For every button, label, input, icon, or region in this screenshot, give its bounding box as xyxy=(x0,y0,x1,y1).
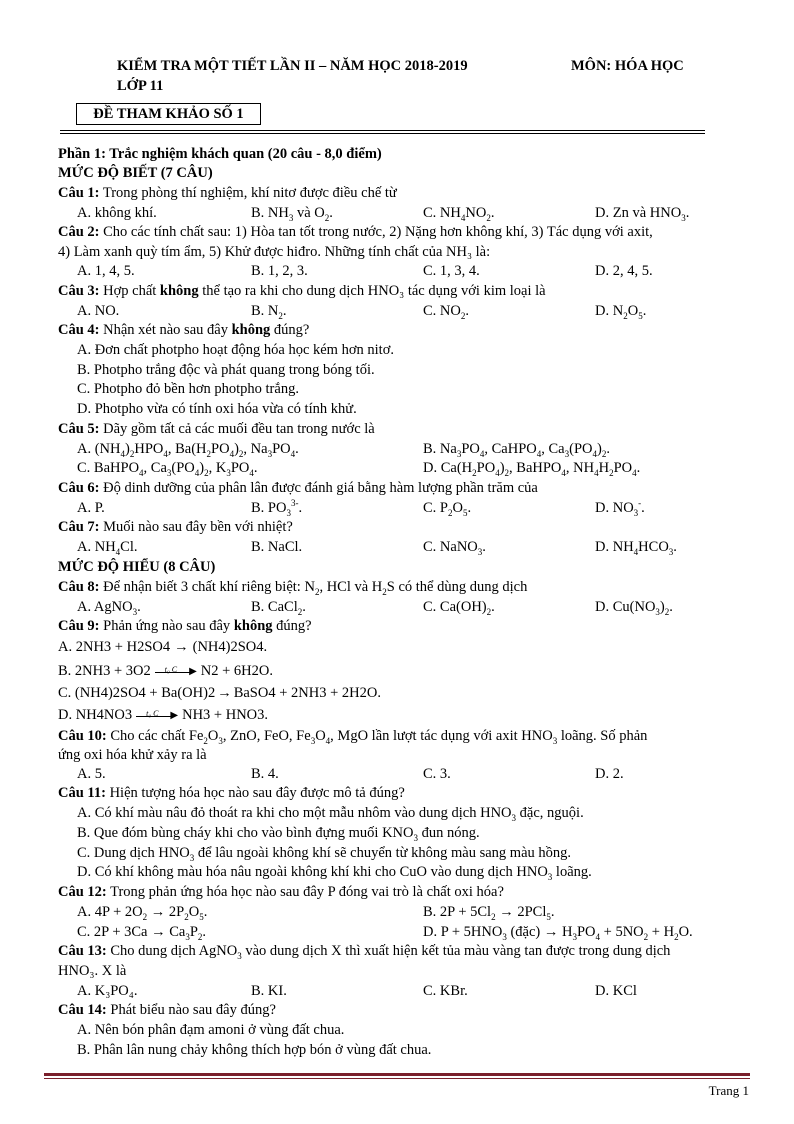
part-heading: Phần 1: Trắc nghiệm khách quan (20 câu - 8,0 điểm) xyxy=(58,146,382,162)
question-10: Câu 10: Cho các chất $Fe_2O_3$, ZnO, FeO, $Fe_3O_4$, MgO lần lượt tác dụng với axit $HNO_3$ loãng. Số phản xyxy=(58,728,648,746)
question-8: Câu 8: Để nhận biết 3 chất khí riêng biệt: $N_2$, HCl và $H_2S$ có thể dùng dung dịch xyxy=(58,579,528,597)
question-label: Câu 9: xyxy=(58,618,100,634)
q13-option-c: C. KBr. xyxy=(423,983,468,999)
question-text: Hợp chất xyxy=(99,283,160,299)
question-label: Câu 4: xyxy=(58,322,100,338)
q4-option-c: C. Photpho đỏ bền hơn photpho trắng. xyxy=(77,381,299,397)
q8-option-c: C. $Ca(OH)_2$. xyxy=(423,599,495,617)
q8-option-b: B. CaCl$_2$. xyxy=(251,599,306,617)
q5-option-a: A. $(NH_4)_2HPO_4$, $Ba(H_2PO_4)_2$, $Na_3PO_4$. xyxy=(77,441,299,459)
q10-option-d: D. 2. xyxy=(595,766,624,782)
question-9 xyxy=(58,617,312,636)
question-13: Câu 13: Cho dung dịch AgNO$_3$ vào dung dịch X thì xuất hiện kết tủa màu vàng tan được trong dung dịch xyxy=(58,943,671,961)
q10-option-c: C. 3. xyxy=(423,766,451,782)
heat-arrow-icon: t₀ C ▶ xyxy=(136,710,178,722)
q13-option-d: D. KCl xyxy=(595,983,637,999)
q7-option-c: C. NaNO$_3$. xyxy=(423,539,486,557)
question-11 xyxy=(58,784,405,803)
q13-option-b: B. KI. xyxy=(251,983,287,999)
q6-option-a: A. P. xyxy=(77,500,105,516)
question-text: Phát biểu nào sau đây đúng? xyxy=(106,1002,276,1018)
question-label: Câu 13: xyxy=(58,943,107,959)
q2-option-a: A. 1, 4, 5. xyxy=(77,263,135,279)
heat-arrow-icon: t₀ C ▶ xyxy=(155,666,197,678)
q14-option-a: A. Nên bón phân đạm amoni ở vùng đất chua. xyxy=(77,1022,345,1038)
q14-option-b: B. Phân lân nung chảy không thích hợp bón ở vùng đất chua. xyxy=(77,1042,432,1058)
question-text: đúng? xyxy=(270,322,310,338)
q4-option-b: B. Photpho trắng độc và phát quang trong bóng tối. xyxy=(77,362,375,378)
q3-option-a: A. NO. xyxy=(77,303,120,319)
q5-option-b: B. $Na_3PO_4$, CaHPO$_4$, $Ca_3(PO_4)_2$. xyxy=(423,441,610,459)
question-label: Câu 7: xyxy=(58,519,100,535)
question-text: đúng? xyxy=(272,618,312,634)
question-2-cont: 4) Làm xanh quỳ tím ẩm, 5) Khử được hiđro. Những tính chất của NH₃ là: xyxy=(58,244,491,260)
q1-option-a: A. không khí. xyxy=(77,205,157,221)
question-label: Câu 1: xyxy=(58,185,100,201)
q7-option-b: B. NaCl. xyxy=(251,539,303,555)
question-6 xyxy=(58,479,538,498)
q9-option-a xyxy=(58,638,267,657)
question-label: Câu 14: xyxy=(58,1002,107,1018)
question-14 xyxy=(58,1001,276,1020)
q6-option-b: B. $PO_3^{3-}$. xyxy=(251,498,303,518)
question-5 xyxy=(58,420,375,439)
equation-right: NH3 + HNO3. xyxy=(182,707,269,723)
question-text: Dãy gồm tất cả các muối đều tan trong nước là xyxy=(99,421,375,437)
arrow-icon: → xyxy=(217,685,232,701)
question-text: Cho các tính chất sau: 1) Hòa tan tốt trong nước, 2) Nặng hơn không khí, 3) Tác dụng với axit, xyxy=(99,224,653,240)
arrow-icon: → xyxy=(174,639,189,655)
exam-code-box: ĐỀ THAM KHẢO SỐ 1 xyxy=(76,103,261,125)
heat-label: t₀ C xyxy=(164,664,178,674)
equation-left: C. (NH4)2SO4 + Ba(OH)2 xyxy=(58,685,216,701)
question-label: Câu 10: xyxy=(58,728,107,744)
q1-option-b: B. $NH_3$ và $O_2$. xyxy=(251,205,333,223)
question-4 xyxy=(58,321,309,340)
q5-option-c: C. BaHPO$_4$, $Ca_3(PO_4)_2$, $K_3PO_4$. xyxy=(77,460,258,478)
q8-option-a: A. AgNO$_3$. xyxy=(77,599,141,617)
page-number: Trang 1 xyxy=(708,1083,749,1098)
exam-subject: MÔN: HÓA HỌC xyxy=(571,58,684,74)
equation-right: BaSO4 + 2NH3 + 2H2O. xyxy=(233,685,381,701)
question-label: Câu 6: xyxy=(58,480,100,496)
q1-option-c: C. $NH_4NO_2$. xyxy=(423,205,495,223)
question-1 xyxy=(58,184,397,203)
question-label: Câu 5: xyxy=(58,421,100,437)
q1-option-d: D. Zn và $HNO_3$. xyxy=(595,205,690,223)
question-text: Trong phòng thí nghiệm, khí nitơ được điều chế từ xyxy=(99,185,397,201)
question-emphasis: không xyxy=(231,322,271,338)
question-2 xyxy=(58,223,653,242)
q12-option-a: A. $4P + 2O_2 \to 2P_2O_5$. xyxy=(77,904,208,922)
equation-left: A. 2NH3 + H2SO4 xyxy=(58,639,171,655)
q13-option-a: A. K₃PO₄. xyxy=(77,983,138,999)
q2-option-c: C. 1, 3, 4. xyxy=(423,263,480,279)
q11-option-a: A. Có khí màu nâu đỏ thoát ra khi cho một mẫu nhôm vào dung dịch $HNO_3$ đặc, nguội. xyxy=(77,805,584,823)
question-label: Câu 12: xyxy=(58,884,107,900)
q9-option-b xyxy=(58,662,273,681)
question-label: Câu 8: xyxy=(58,579,100,595)
question-text: Nhận xét nào sau đây xyxy=(99,322,232,338)
q3-option-c: C. $NO_2$. xyxy=(423,303,469,321)
question-text: thể tạo ra khi cho dung dịch HNO₃ tác dụng với kim loại là xyxy=(198,283,546,299)
q4-option-d: D. Photpho vừa có tính oxi hóa vừa có tính khử. xyxy=(77,401,357,417)
question-13-cont: HNO₃. X là xyxy=(58,963,127,979)
question-7 xyxy=(58,518,293,537)
question-12 xyxy=(58,883,504,902)
equation-left: D. NH4NO3 xyxy=(58,707,133,723)
q10-option-b: B. 4. xyxy=(251,766,279,782)
level-heading-understand: MỨC ĐỘ HIỂU (8 CÂU) xyxy=(58,559,216,575)
q3-option-d: D. $N_2O_5$. xyxy=(595,303,647,321)
q2-option-b: B. 1, 2, 3. xyxy=(251,263,308,279)
q5-option-d: D. $Ca(H_2PO_4)_2$, BaHPO$_4$, $NH_4H_2PO_4$. xyxy=(423,460,641,478)
q7-option-a: A. $NH_4Cl$. xyxy=(77,539,138,557)
q12-option-c: C. $2P + 3Ca \to Ca_3P_2$. xyxy=(77,924,207,942)
question-text: Phản ứng nào sau đây xyxy=(99,618,234,634)
q6-option-d: D. $NO_3^-$. xyxy=(595,498,645,518)
footer-rule xyxy=(44,1073,750,1076)
question-emphasis: không xyxy=(159,283,199,299)
level-heading-know: MỨC ĐỘ BIẾT (7 CÂU) xyxy=(58,165,213,181)
equation-left: B. 2NH3 + 3O2 xyxy=(58,663,151,679)
question-emphasis: không xyxy=(233,618,273,634)
question-text: Độ dinh dưỡng của phân lân được đánh giá bằng hàm lượng phần trăm của xyxy=(99,480,538,496)
q11-option-d: D. Có khí không màu hóa nâu ngoài không khí khi cho CuO vào dung dịch $HNO_3$ loãng. xyxy=(77,864,592,882)
q6-option-c: C. $P_2O_5$. xyxy=(423,500,472,518)
footer-rule-thin xyxy=(44,1078,750,1079)
q12-option-d: D. $P + 5HNO_3$ (đặc) → $H_3PO_4 + 5NO_2 + H_2O$. xyxy=(423,924,693,942)
q9-option-d xyxy=(58,706,268,725)
q7-option-d: D. $NH_4HCO_3$. xyxy=(595,539,677,557)
q10-option-a: A. 5. xyxy=(77,766,106,782)
question-3 xyxy=(58,282,546,301)
q9-option-c xyxy=(58,684,381,703)
q3-option-b: B. $N_2$. xyxy=(251,303,287,321)
q12-option-b: B. $2P + 5Cl_2 \to 2PCl_5$. xyxy=(423,904,555,922)
equation-right: (NH4)2SO4. xyxy=(192,639,268,655)
exam-title: KIỂM TRA MỘT TIẾT LẦN II – NĂM HỌC 2018-2019 xyxy=(117,58,468,74)
question-label: Câu 2: xyxy=(58,224,100,240)
question-label: Câu 3: xyxy=(58,283,100,299)
q4-option-a: A. Đơn chất photpho hoạt động hóa học kém hơn nitơ. xyxy=(77,342,394,358)
q11-option-c: C. Dung dịch $HNO_3$ để lâu ngoài không khí sẽ chuyển từ không màu sang màu hồng. xyxy=(77,845,572,863)
question-text: Hiện tượng hóa học nào sau đây được mô tả đúng? xyxy=(105,785,405,801)
question-10-cont: ứng oxi hóa khử xảy ra là xyxy=(58,747,207,763)
question-text: Muối nào sau đây bền với nhiệt? xyxy=(99,519,293,535)
double-divider xyxy=(60,130,705,134)
question-label: Câu 11: xyxy=(58,785,106,801)
q11-option-b: B. Que đóm bùng cháy khi cho vào bình đựng muối $KNO_3$ đun nóng. xyxy=(77,825,480,843)
equation-right: N2 + 6H2O. xyxy=(200,663,273,679)
question-text: Trong phản ứng hóa học nào sau đây P đóng vai trò là chất oxi hóa? xyxy=(106,884,504,900)
q2-option-d: D. 2, 4, 5. xyxy=(595,263,653,279)
heat-label: t₀ C xyxy=(146,708,159,718)
exam-grade: LỚP 11 xyxy=(117,78,164,94)
q8-option-d: D. $Cu(NO_3)_2$. xyxy=(595,599,673,617)
